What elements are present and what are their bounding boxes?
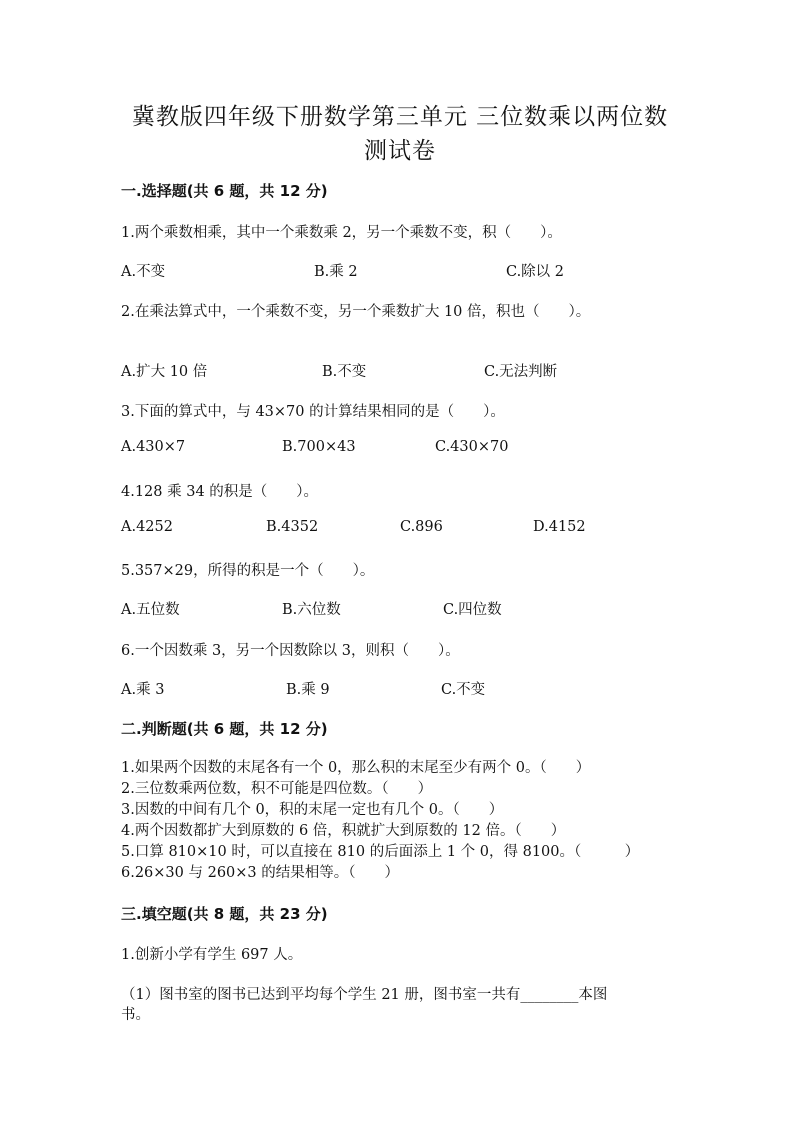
page-title-line2: 测试卷 <box>364 138 436 164</box>
option: A.430×7 <box>121 439 186 455</box>
question-text: 6.一个因数乘 3，另一个因数除以 3，则积（ ）。 <box>121 643 460 659</box>
option: B.六位数 <box>282 602 341 618</box>
question-text: 4.128 乘 34 的积是（ ）。 <box>121 484 319 500</box>
option: A.扩大 10 倍 <box>121 364 208 380</box>
question-text: 1.两个乘数相乘，其中一个乘数乘 2，另一个乘数不变，积（ ）。 <box>121 225 562 241</box>
option: D.4152 <box>533 519 586 535</box>
question-text: 1.创新小学有学生 697 人。 <box>121 947 303 963</box>
sub-question-text-cont: 书。 <box>121 1007 150 1023</box>
section-heading-judge: 二.判断题(共 6 题，共 12 分) <box>121 720 328 738</box>
option: A.五位数 <box>121 602 180 618</box>
section-heading-choice: 一.选择题(共 6 题，共 12 分) <box>121 182 328 200</box>
option: C.四位数 <box>443 602 502 618</box>
option: C.除以 2 <box>506 264 565 280</box>
option: C.430×70 <box>435 439 509 455</box>
option: B.不变 <box>322 364 367 380</box>
option: A.4252 <box>121 519 173 535</box>
question-text: 3.下面的算式中，与 43×70 的计算结果相同的是（ ）。 <box>121 404 505 420</box>
judge-item: 5.口算 810×10 时，可以直接在 810 的后面添上 1 个 0，得 8100。（ ） <box>121 844 640 860</box>
question-text: 5.357×29，所得的积是一个（ ）。 <box>121 563 375 579</box>
option: C.无法判断 <box>484 364 558 380</box>
page-title: 冀教版四年级下册数学第三单元 三位数乘以两位数 <box>131 104 669 130</box>
option: B.700×43 <box>282 439 356 455</box>
option: B.乘 9 <box>286 682 330 698</box>
question-text: 2.在乘法算式中，一个乘数不变，另一个乘数扩大 10 倍，积也（ ）。 <box>121 304 591 320</box>
judge-item: 1.如果两个因数的末尾各有一个 0，那么积的末尾至少有两个 0。（ ） <box>121 760 591 776</box>
option: C.不变 <box>441 682 486 698</box>
judge-item: 2.三位数乘两位数，积不可能是四位数。（ ） <box>121 781 433 797</box>
option: B.乘 2 <box>314 264 358 280</box>
section-heading-fill: 三.填空题(共 8 题，共 23 分) <box>121 905 328 923</box>
option: A.乘 3 <box>121 682 165 698</box>
judge-item: 3.因数的中间有几个 0，积的末尾一定也有几个 0。（ ） <box>121 802 504 818</box>
sub-question-text: （1）图书室的图书已达到平均每个学生 21 册，图书室一共有________本图 <box>121 987 608 1003</box>
judge-item: 6.26×30 与 260×3 的结果相等。（ ） <box>121 865 400 881</box>
judge-item: 4.两个因数都扩大到原数的 6 倍，积就扩大到原数的 12 倍。（ ） <box>121 823 566 839</box>
option: C.896 <box>400 519 443 535</box>
option: A.不变 <box>121 264 166 280</box>
option: B.4352 <box>266 519 319 535</box>
